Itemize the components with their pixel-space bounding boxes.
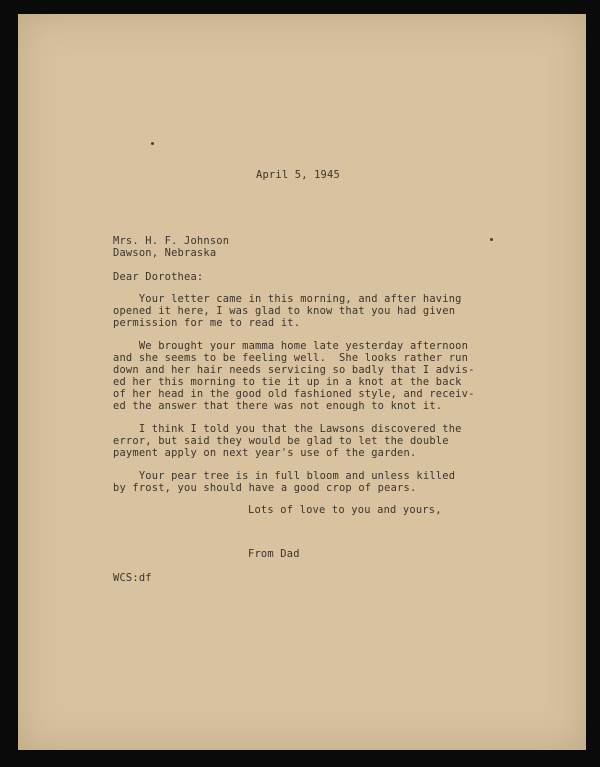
paragraph-3-line: error, but said they would be glad to let the double [113, 435, 449, 447]
paragraph-2-line: of her head in the good old fashioned style, and receiv- [113, 388, 475, 400]
paragraph-3-line: payment apply on next year's use of the garden. [113, 447, 417, 459]
paragraph-1-line: opened it here, I was glad to know that you had given [113, 305, 456, 317]
paragraph-4-line: by frost, you should have a good crop of pears. [113, 482, 417, 494]
salutation: Dear Dorothea: [113, 271, 204, 283]
paragraph-2-line: ed the answer that there was not enough to knot it. [113, 400, 443, 412]
punch-mark [151, 142, 154, 145]
paragraph-2-line: down and her hair needs servicing so badly that I advis- [113, 364, 475, 376]
paragraph-3-line: I think I told you that the Lawsons discovered the [113, 423, 462, 435]
closing: Lots of love to you and yours, [248, 504, 442, 516]
recipient-name: Mrs. H. F. Johnson [113, 235, 230, 247]
paragraph-2-line: ed her this morning to tie it up in a knot at the back [113, 376, 462, 388]
paragraph-1-line: permission for me to read it. [113, 317, 301, 329]
signature: From Dad [248, 548, 300, 560]
paragraph-2-line: We brought your mamma home late yesterday afternoon [113, 340, 469, 352]
letter-date: April 5, 1945 [256, 169, 340, 181]
paragraph-4-line: Your pear tree is in full bloom and unless killed [113, 470, 456, 482]
paragraph-2-line: and she seems to be feeling well. She looks rather run [113, 352, 469, 364]
letter-page [18, 14, 586, 750]
typist-initials: WCS:df [113, 572, 152, 584]
punch-mark [490, 238, 493, 241]
recipient-town: Dawson, Nebraska [113, 247, 217, 259]
paragraph-1-line: Your letter came in this morning, and after having [113, 293, 462, 305]
